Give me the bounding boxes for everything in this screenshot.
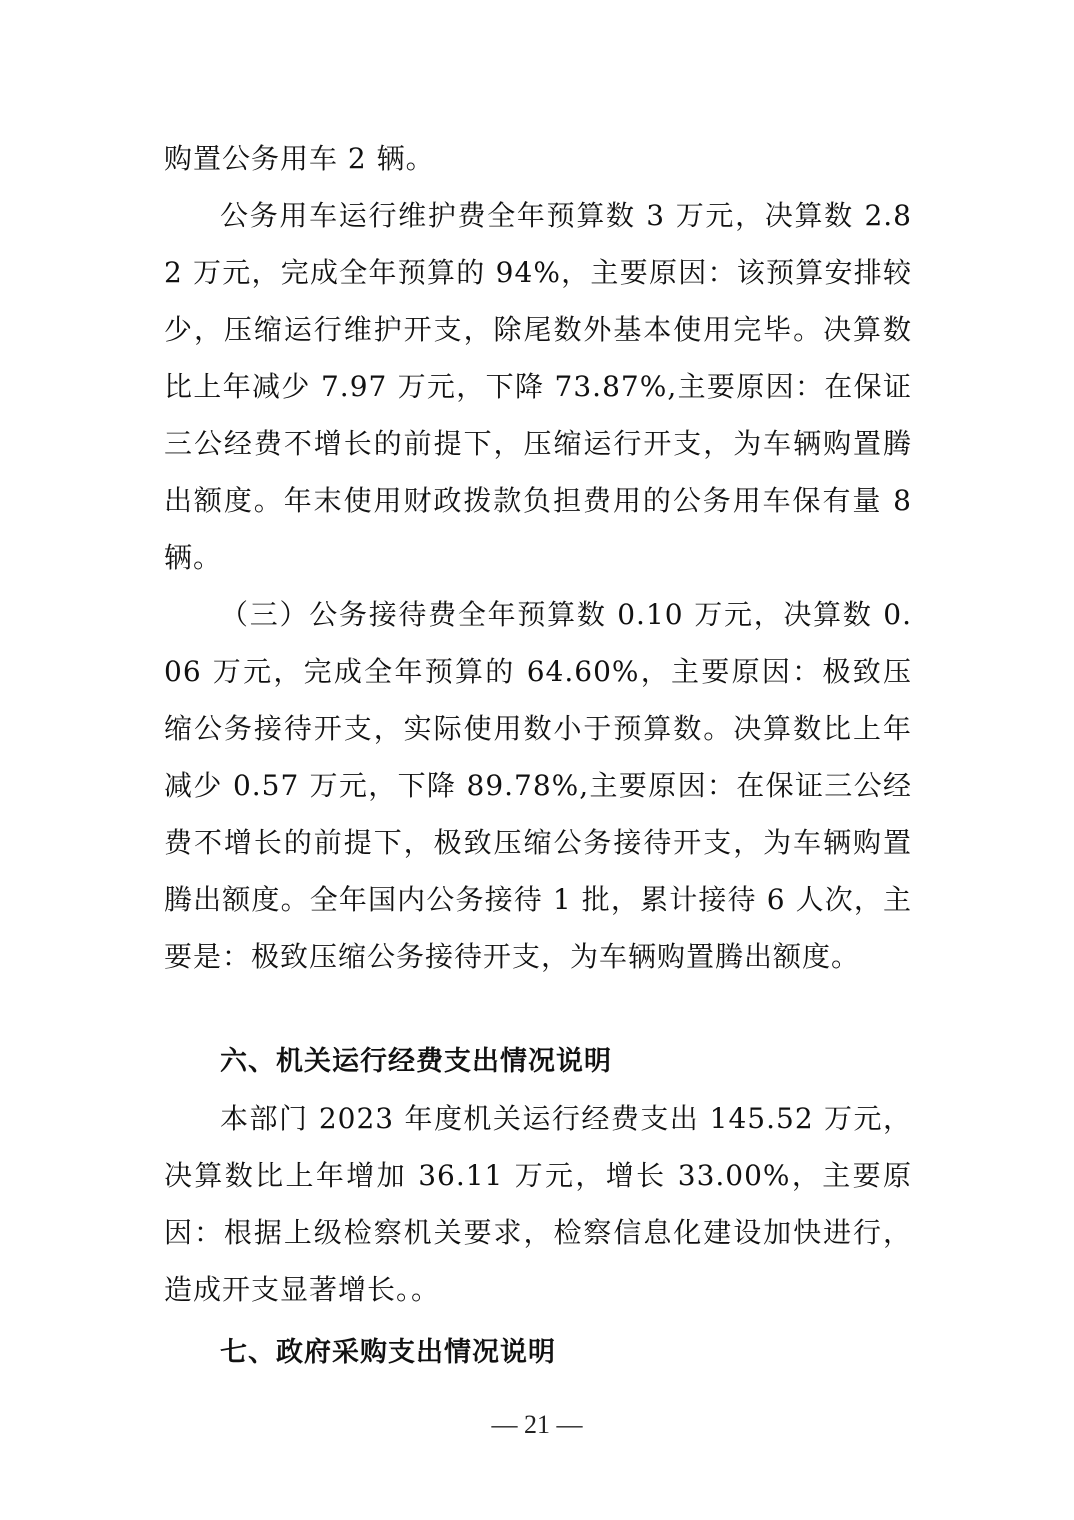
paragraph-vehicle-purchase: 购置公务用车 2 辆。 [164,142,435,175]
paragraph-reception-expenses: （三）公务接待费全年预算数 0.10 万元，决算数 0.06 万元，完成全年预算的 64.60%，主要原因：极致压缩公务接待开支，实际使用数小于预算数。决算数比上年减少 0.57 万元，下降 89.78%,主要原因：在保证三公经费不增长的前提下，极致压缩公务接待开支，为车辆购置腾出额度。全年国内公务接待 1 批，累计接待 6 人次，主要是：极致压缩公务接待开支，为车辆购置腾出额度。 [164,598,912,973]
heading-section-seven: 七、政府采购支出情况说明 [220,1337,556,1368]
paragraph-vehicle-maintenance: 公务用车运行维护费全年预算数 3 万元，决算数 2.82 万元，完成全年预算的 94%，主要原因：该预算安排较少，压缩运行维护开支，除尾数外基本使用完毕。决算数比上年减少 7.97 万元，下降 73.87%,主要原因：在保证三公经费不增长的前提下，压缩运行开支，为车辆购置腾出额度。年末使用财政拨款负担费用的公务用车保有量 8 辆。 [164,199,912,574]
page-number: — 21 — [491,1410,583,1439]
section-spacer [164,985,912,1033]
page-content [164,130,912,1381]
heading-section-six: 六、机关运行经费支出情况说明 [220,1046,612,1077]
paragraph-operating-expenses: 本部门 2023 年度机关运行经费支出 145.52 万元，决算数比上年增加 36.11 万元，增长 33.00%，主要原因：根据上级检察机关要求，检察信息化建设加快进行，造成开支显著增长。。 [164,1102,912,1306]
